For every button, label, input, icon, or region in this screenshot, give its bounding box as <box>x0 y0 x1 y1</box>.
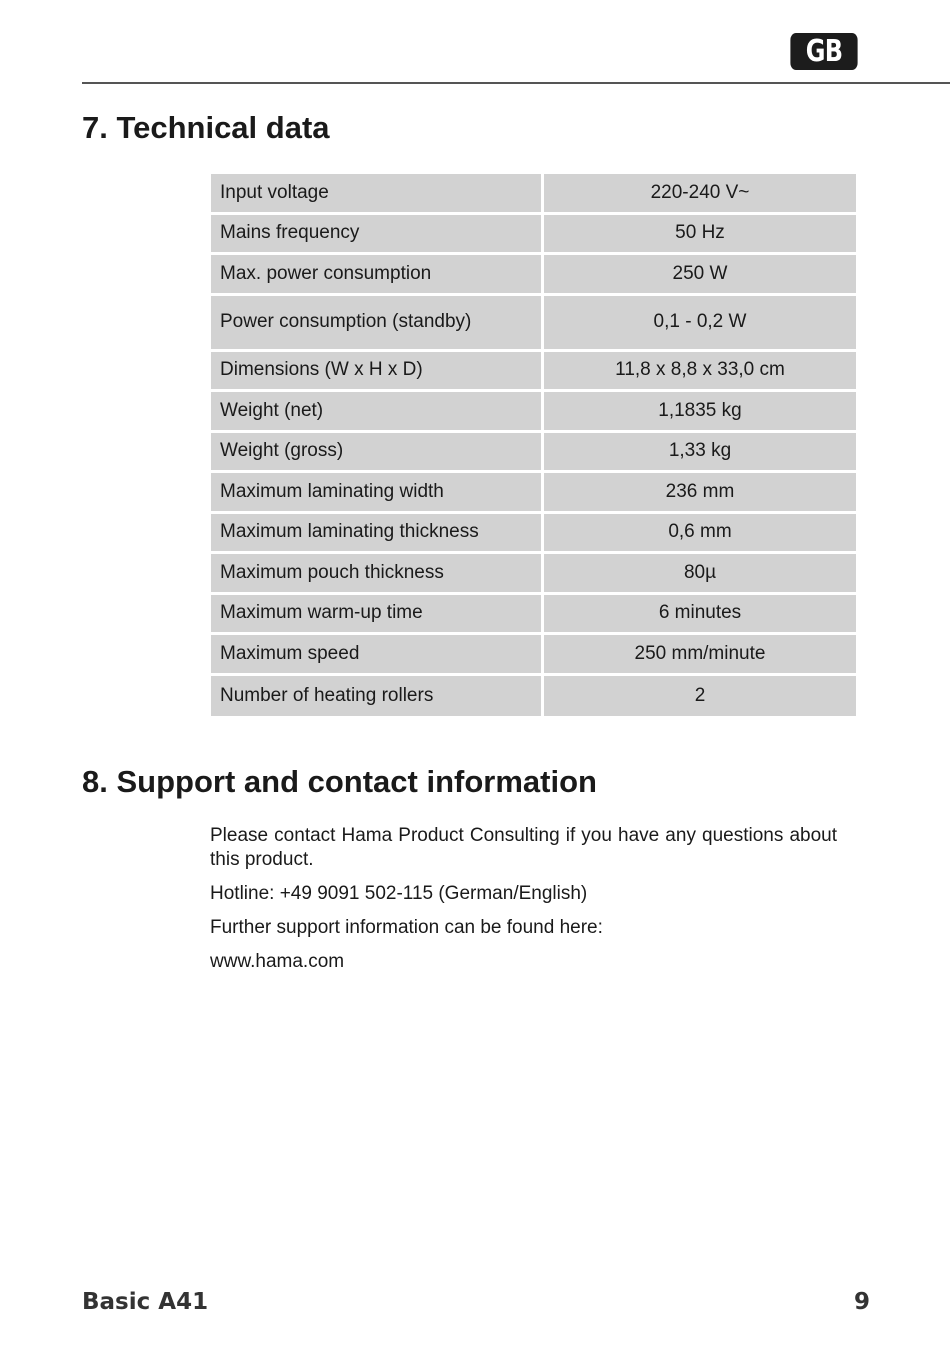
spec-label: Maximum laminating thickness <box>211 514 544 555</box>
language-badge-label: GB <box>805 34 843 69</box>
spec-value: 2 <box>544 676 856 717</box>
spec-label: Maximum pouch thickness <box>211 554 544 595</box>
table-row <box>211 595 856 636</box>
support-website-link[interactable]: www.hama.com <box>210 951 345 972</box>
spec-value: 236 mm <box>544 473 856 514</box>
spec-label: Maximum laminating width <box>211 473 544 514</box>
table-row <box>211 255 856 296</box>
spec-label: Maximum warm-up time <box>211 595 544 636</box>
spec-value: 0,1 - 0,2 W <box>544 296 856 352</box>
table-row <box>211 433 856 474</box>
support-text <box>210 824 837 984</box>
table-row <box>211 352 856 393</box>
table-row <box>211 296 856 352</box>
spec-value: 1,33 kg <box>544 433 856 474</box>
support-hotline: Hotline: +49 9091 502-115 (German/English) <box>210 883 588 904</box>
spec-value: 0,6 mm <box>544 514 856 555</box>
spec-label: Mains frequency <box>211 215 544 256</box>
spec-value: 80µ <box>544 554 856 595</box>
table-row <box>211 514 856 555</box>
spec-value: 220-240 V~ <box>544 174 856 215</box>
section-title-technical-data: 7. Technical data <box>82 110 330 145</box>
spec-label: Weight (net) <box>211 392 544 433</box>
spec-value: 11,8 x 8,8 x 33,0 cm <box>544 352 856 393</box>
support-further-info: Further support information can be found here: <box>210 917 603 938</box>
spec-label: Max. power consumption <box>211 255 544 296</box>
table-row <box>211 215 856 256</box>
spec-value: 50 Hz <box>544 215 856 256</box>
support-paragraph-intro: Please contact Hama Product Consulting if you have any questions about this product. <box>210 825 837 870</box>
table-row <box>211 392 856 433</box>
spec-label: Number of heating rollers <box>211 676 544 717</box>
section-title-support: 8. Support and contact information <box>82 764 597 799</box>
spec-label: Power consumption (standby) <box>211 296 544 352</box>
header-divider <box>82 82 950 84</box>
footer-product-name: Basic A41 <box>82 1289 209 1315</box>
table-row <box>211 473 856 514</box>
spec-label: Maximum speed <box>211 635 544 676</box>
spec-value: 6 minutes <box>544 595 856 636</box>
technical-data-table <box>211 174 856 716</box>
language-badge <box>790 33 857 70</box>
table-row <box>211 554 856 595</box>
spec-label: Dimensions (W x H x D) <box>211 352 544 393</box>
spec-label: Input voltage <box>211 174 544 215</box>
footer-page-number: 9 <box>853 1289 870 1315</box>
spec-value: 250 W <box>544 255 856 296</box>
spec-value: 250 mm/minute <box>544 635 856 676</box>
spec-label: Weight (gross) <box>211 433 544 474</box>
spec-value: 1,1835 kg <box>544 392 856 433</box>
table-row <box>211 174 856 215</box>
table-row <box>211 676 856 717</box>
table-row <box>211 635 856 676</box>
